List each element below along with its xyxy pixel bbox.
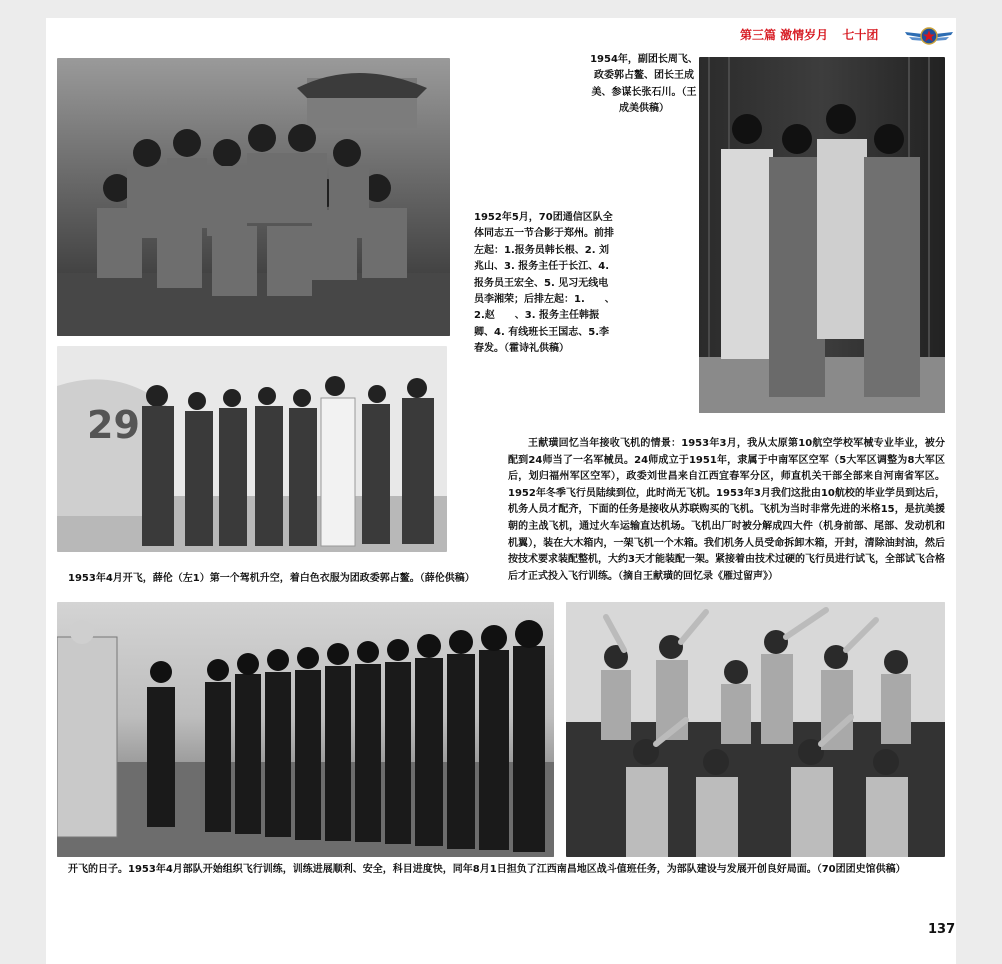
photo-signal-team-group: [57, 58, 450, 336]
unit-title: 七十团: [842, 28, 879, 42]
caption-bottom-photos: 开飞的日子。1953年4月部队开始组织飞行训练，训练进展顺利、安全，科目进度快，同年8月1日担负了江西南昌地区战斗值班任务，为部队建设与发展开创良好局面。（70团团史馆供稿）: [68, 864, 906, 875]
section-title: 第三篇 激情岁月: [740, 28, 829, 42]
photo-pilot-lineup: [57, 602, 554, 857]
page-number: 137: [928, 922, 956, 937]
air-force-wings-emblem-icon: [903, 22, 955, 48]
photo-crew-watching-sky: [566, 602, 945, 857]
caption-signal-team: 1952年5月，70团通信区队全体同志五一节合影于郑州。前排左起：1.报务员韩长根、2. 刘兆山、3. 报务主任于长江、4. 报务员王宏全、5. 见习无线电员李湘荣；后排左起：1. 、2.赵 、3. 报务主任韩振卿、4. 有线班长王国志、5.李春发。（霍诗礼供稿）: [474, 212, 615, 355]
photo-four-commanders: [699, 57, 945, 413]
caption-commanders: 1954年，副团长周飞、政委郭占鳌、团长王成美、参谋长张石川。（王成美供稿）: [590, 54, 698, 115]
caption-first-flight: 1953年4月开飞，薛伦（左1）第一个驾机升空，着白色衣服为团政委郭占鳌。（薛伦供稿）: [68, 573, 475, 584]
aircraft-number: 29: [87, 403, 140, 447]
memoir-paragraph: 王献璜回忆当年接收飞机的情景：1953年3月，我从太原第10航空学校军械专业毕业，被分配到24师当了一名军械员。24师成立于1951年，隶属于中南军区空军（5大军区调整为8大军区后，划归福州军区空军），政委刘世昌来自江西宜春军分区，师直机关干部全部来自河南省军区。1952年冬季飞行员陆续到位，此时尚无飞机。1953年3月我们这批由10航校的毕业学员到达后，机务人员才配齐，下面的任务是接收从苏联购买的飞机。飞机为当时非常先进的米格15，是抗美援朝的主战飞机，通过火车运输直达机场。飞机出厂时被分解成四大件（机身前部、尾部、发动机和机翼），装在大木箱内，一架飞机一个木箱。我们机务人员受命拆卸木箱，开封，清除油封油，然后按技术要求装配整机，大约3天才能装配一架。紧接着由技术过硬的飞行员进行试飞，全部试飞合格后才正式投入飞行训练。（摘自王献璜的回忆录《雁过留声》）: [508, 438, 945, 582]
photo-first-flight: [57, 346, 447, 552]
